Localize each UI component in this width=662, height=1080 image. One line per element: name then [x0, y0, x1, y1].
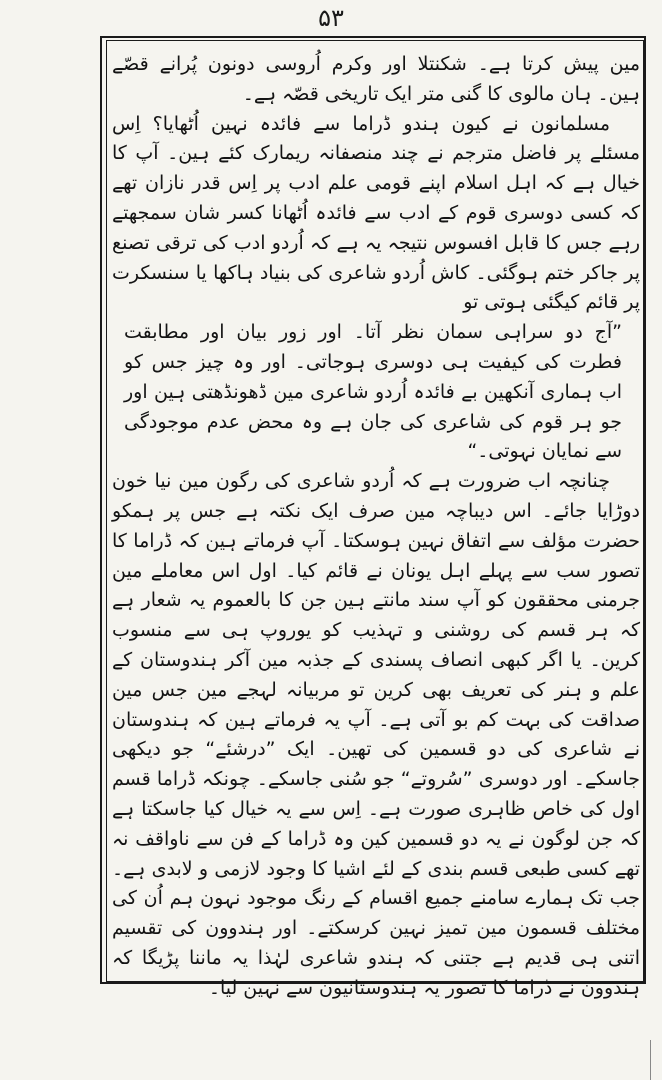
page-number: ۵۳	[318, 4, 344, 32]
paragraph: چنانچہ اب ضرورت ہے کہ اُردو شاعری کی رگون مین نیا خون دوڑایا جائے۔ اس دیباچہ مین صرف ایک نکتہ ہے جس پر ہمکو حضرت مؤلف سے اتفاق نہین ہوسکتا۔ آپ فرماتے ہین کہ ڈراما کا تصور سب سے پہلے اہل یونان نے قائم کیا۔ اول اس معاملے مین جرمنی محققون کو آپ سند مانتے ہین جن کا بالعموم یہ شعار ہے کہ ہر قسم کی روشنی و تہذیب کو یوروپ ہی سے منسوب کرین۔ یا اگر کبھی انصاف پسندی کے جذبہ مین آکر ہندوستان کے علم و ہنر کی تعریف بھی کرین تو مربیانہ لہجے مین جس مین صداقت کی بہت کم بو آتی ہے۔ آپ یہ فرماتے ہین کہ ہندوستان نے شاعری کی دو قسمین کی تھین۔ ایک ”درشئے“ جو دیکھی جاسکے۔ اور دوسری ”سُروتے“ جو سُنی جاسکے۔ چونکہ ڈراما قسم اول کی خاص ظاہری صورت ہے۔ اِس سے یہ خیال کیا جاسکتا ہے کہ جن لوگون نے یہ دو قسمین کین وہ ڈراما کے فن سے ناواقف نہ تھے کسی طبعی قسم بندی کے لئے اشیا کا وجود لازمی و لابدی ہے۔ جب تک ہمارے سامنے جمیع اقسام کے رنگ موجود نہون ہم اُن کی مختلف قسمون مین تمیز نہین کرسکتے۔ اور ہندوون کی تقسیم اتنی ہی قدیم ہے جتنی کہ ہندو شاعری لہٰذا یہ ماننا پڑیگا کہ ہندوون نے ڈراما کا تصور یہ ہندوستانیون سے نہین لیا۔	[112, 470, 640, 999]
paragraph: مین پیش کرتا ہے۔ شکنتلا اور وکرم اُروسی دونون پُرانے قصّے ہین۔ ہان مالوی کا گنی متر ایک تاریخی قصّہ ہے۔	[112, 53, 640, 105]
paragraph: مسلمانون نے کیون ہندو ڈراما سے فائدہ نہین اُٹھایا؟ اِس مسئلے پر فاضل مترجم نے چند منصفانہ ریمارک کئے ہین۔ آپ کا خیال ہے کہ اہل اسلام اپنے قومی علم ادب پر اِس قدر نازان تھے کہ کسی دوسری قوم کے ادب سے فائدہ اُٹھانا کسر شان سمجھتے رہے جس کا قابل افسوس نتیجہ یہ ہے کہ اُردو ادب کی ترقی تصنع پر جاکر ختم ہوگئی۔ کاش اُردو شاعری کی بنیاد ہاکھا یا سنسکرت پر قائم کیگئی ہوتی تو	[112, 112, 640, 314]
quoted-paragraph: ”آج دو سراہی سمان نظر آتا۔ اور زور بیان اور مطابقت فطرت کی کیفیت ہی دوسری ہوجاتی۔ اور وہ چیز جس کو اب ہماری آنکھین بے فائدہ اُردو شاعری مین ڈھونڈھتی ہین اور جو ہر قوم کی شاعری کی جان ہے وہ محض عدم موجودگی سے نمایان نہوتی۔“	[124, 321, 622, 463]
body-text	[112, 50, 640, 1004]
page-edge	[650, 1040, 659, 1080]
